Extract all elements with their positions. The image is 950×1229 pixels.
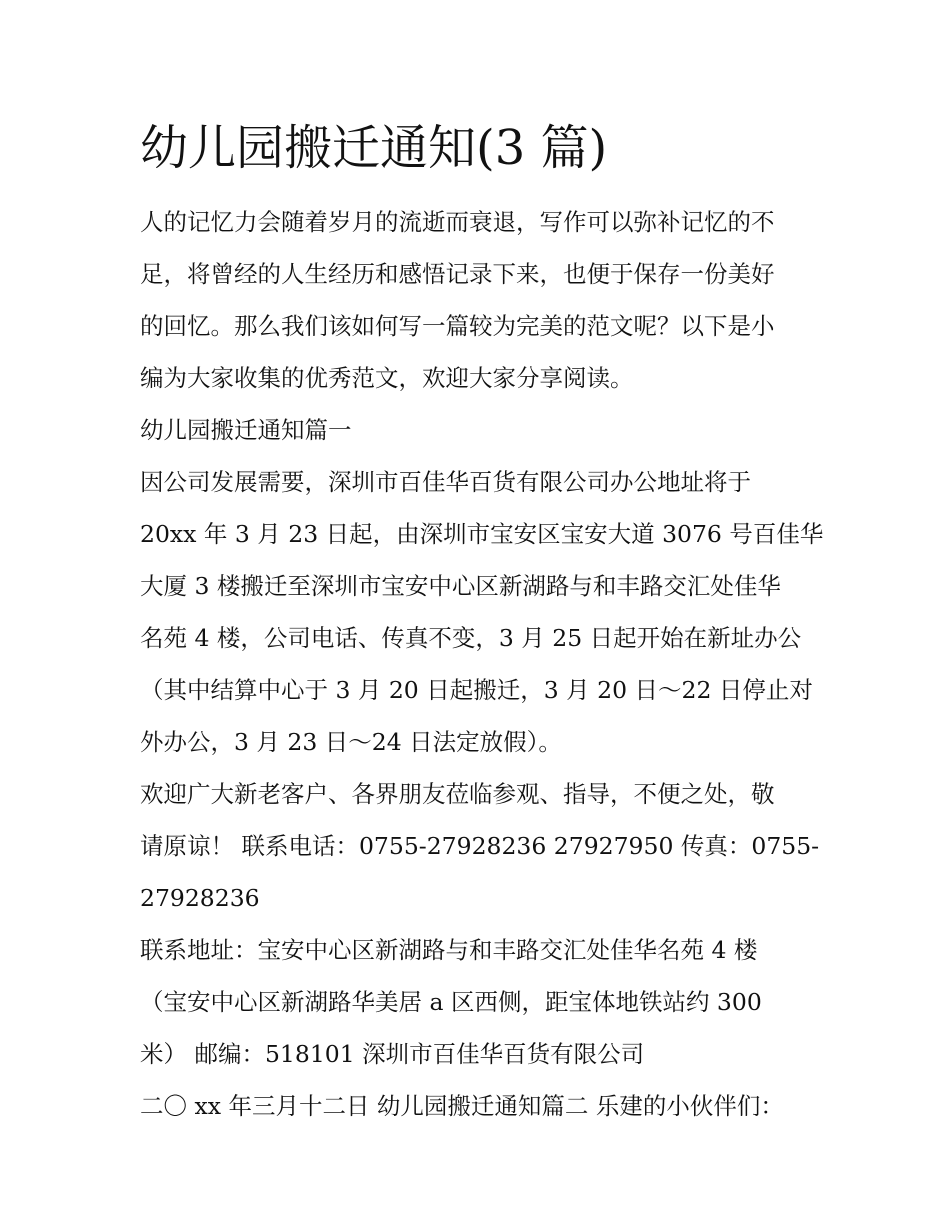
text-line: 20xx 年 3 月 23 日起，由深圳市宝安区宝安大道 3076 号百佳华: [140, 520, 824, 548]
text-line: 外办公，3 月 23 日～24 日法定放假）。: [140, 728, 562, 756]
document-page: [140, 112, 824, 1132]
text-line: 请原谅！ 联系电话：0755-27928236 27927950 传真：0755-: [140, 832, 820, 860]
text-line: 二〇 xx 年三月十二日 幼儿园搬迁通知篇二 乐建的小伙伴们：: [140, 1092, 784, 1120]
notice-paragraph: [140, 456, 824, 768]
text-line: 米） 邮编：518101 深圳市百佳华百货有限公司: [140, 1040, 645, 1068]
text-line: 联系地址：宝安中心区新湖路与和丰路交汇处佳华名苑 4 楼: [140, 936, 758, 964]
address-paragraph: [140, 924, 815, 1080]
document-title: 幼儿园搬迁通知(3 篇): [140, 120, 608, 176]
closing-paragraph: [140, 1080, 815, 1132]
text-line: 名苑 4 楼，公司电话、传真不变，3 月 25 日起开始在新址办公: [140, 624, 802, 652]
text-line: 足，将曾经的人生经历和感悟记录下来，也便于保存一份美好: [140, 260, 775, 288]
text-line: 27928236: [140, 884, 260, 912]
text-line: 编为大家收集的优秀范文，欢迎大家分享阅读。: [140, 364, 634, 392]
text-line: （其中结算中心于 3 月 20 日起搬迁，3 月 20 日～22 日停止对: [140, 676, 813, 704]
text-line: 幼儿园搬迁通知篇一: [140, 416, 352, 444]
intro-paragraph: [140, 196, 815, 404]
text-line: （宝安中心区新湖路华美居 a 区西侧，距宝体地铁站约 300: [140, 988, 762, 1016]
text-line: 人的记忆力会随着岁月的流逝而衰退，写作可以弥补记忆的不: [140, 208, 775, 236]
text-line: 大厦 3 楼搬迁至深圳市宝安中心区新湖路与和丰路交汇处佳华: [140, 572, 781, 600]
section-heading: [140, 404, 815, 456]
text-line: 因公司发展需要，深圳市百佳华百货有限公司办公地址将于: [140, 468, 751, 496]
text-line: 的回忆。那么我们该如何写一篇较为完美的范文呢？以下是小: [140, 312, 775, 340]
text-line: 欢迎广大新老客户、各界朋友莅临参观、指导，不便之处，敬: [140, 780, 775, 808]
welcome-paragraph: [140, 768, 820, 924]
